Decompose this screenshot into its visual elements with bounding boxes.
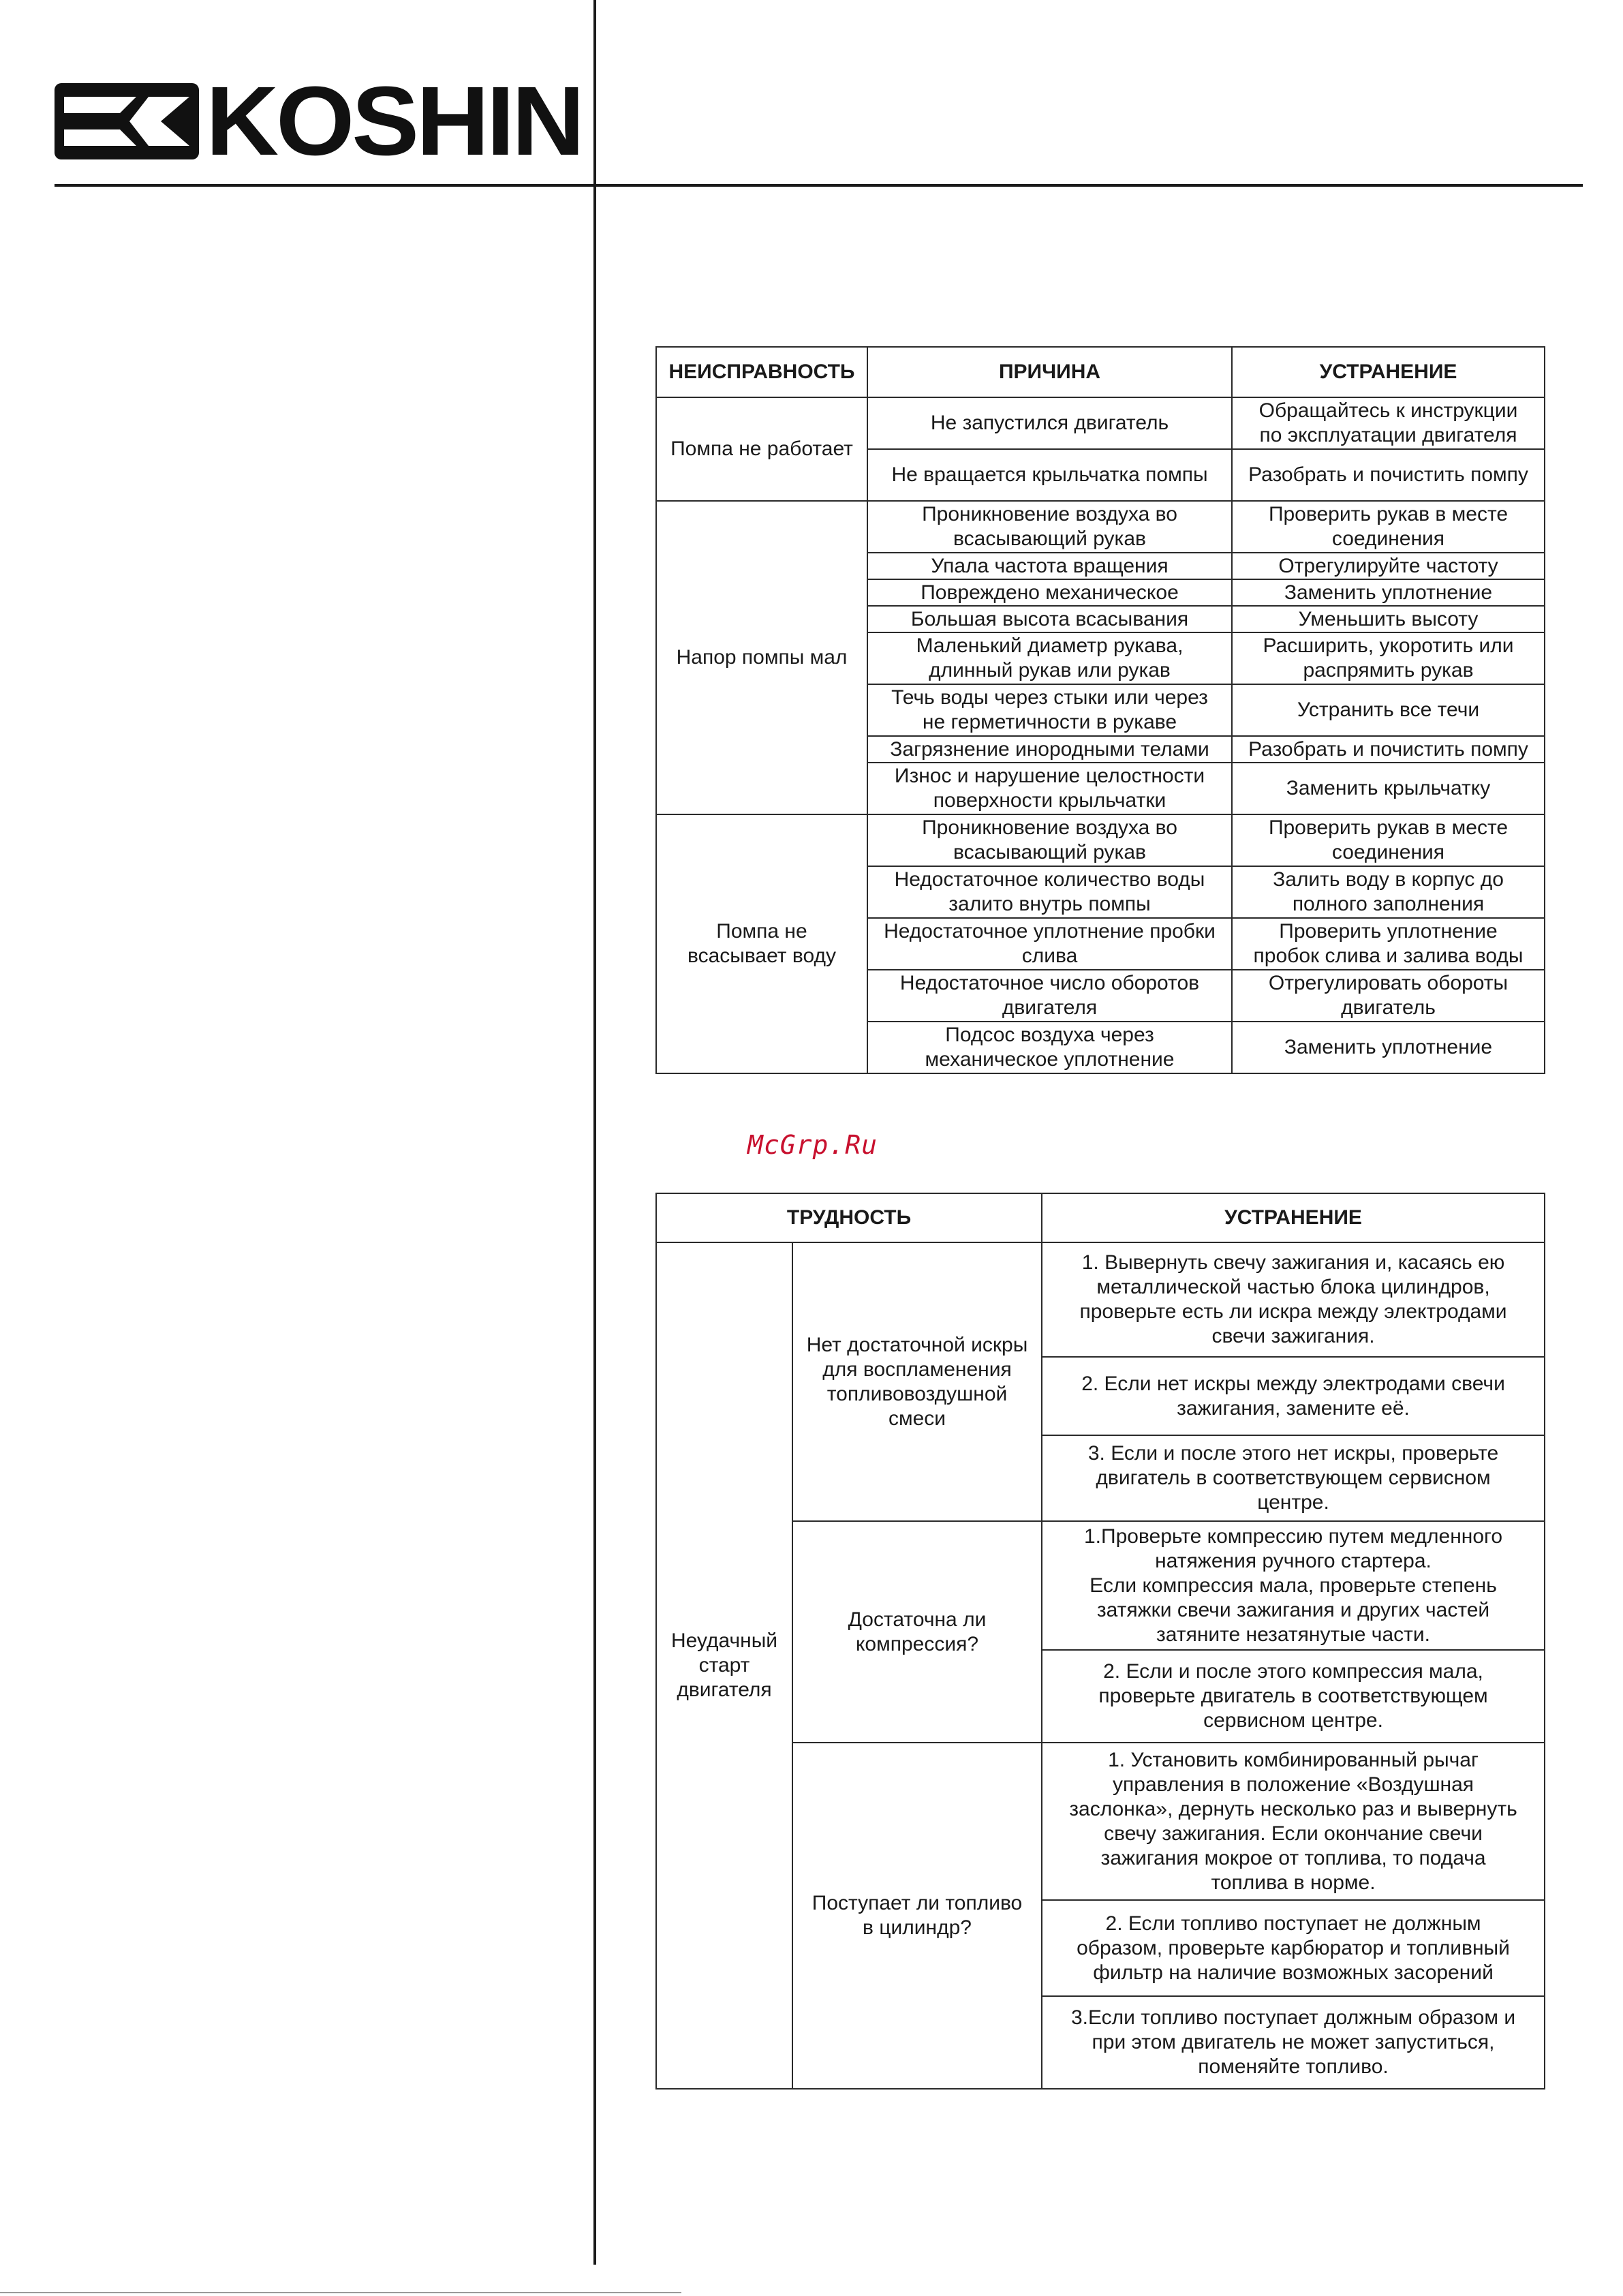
header-difficulty: ТРУДНОСТЬ <box>656 1193 1042 1242</box>
koshin-logo-mark <box>55 83 199 159</box>
fix-cell: Заменить уплотнение <box>1232 1022 1545 1073</box>
pump-troubleshooting-table <box>655 346 1545 1074</box>
fix-cell: Отрегулируйте частоту <box>1232 553 1545 579</box>
cause-cell: Подсос воздуха через механическое уплотнение <box>867 1022 1232 1073</box>
cause-cell: Не вращается крыльчатка помпы <box>867 449 1232 501</box>
remedy-cell: 1.Проверьте компрессию путем медленного натяжения ручного стартера. Если компрессия мала, проверьте степень затяжки свечи зажигания и других частей затяните незатянутые части. <box>1042 1521 1545 1650</box>
cause-cell: Проникновение воздуха во всасывающий рукав <box>867 501 1232 553</box>
fix-cell: Разобрать и почистить помпу <box>1232 736 1545 763</box>
remedy-cell: 2. Если топливо поступает не должным образом, проверьте карбюратор и топливный фильтр на наличие возможных засорений <box>1042 1900 1545 1996</box>
fix-cell: Расширить, укоротить или распрямить рукав <box>1232 632 1545 684</box>
fix-cell: Заменить крыльчатку <box>1232 763 1545 814</box>
check-cell: Поступает ли топливо в цилиндр? <box>792 1743 1042 2089</box>
fix-cell: Заменить уплотнение <box>1232 579 1545 606</box>
engine-start-troubleshooting-table <box>655 1193 1545 2090</box>
margin-rule <box>593 0 596 2265</box>
cause-cell: Течь воды через стыки или через не герметичности в рукаве <box>867 684 1232 736</box>
fault-cell: Помпа не работает <box>656 397 867 501</box>
header-rule <box>55 184 1583 187</box>
cause-cell: Износ и нарушение целостности поверхности крыльчатки <box>867 763 1232 814</box>
fix-cell: Проверить рукав в месте соединения <box>1232 501 1545 553</box>
cause-cell: Упала частота вращения <box>867 553 1232 579</box>
fault-cell: Помпа не всасывает воду <box>656 814 867 1073</box>
fix-cell: Обращайтесь к инструкции по эксплуатации двигателя <box>1232 397 1545 449</box>
watermark-text: McGrp.Ru <box>747 1130 878 1160</box>
fix-cell: Проверить уплотнение пробок слива и залива воды <box>1232 918 1545 970</box>
logo-wordmark: KOSHIN <box>206 66 583 176</box>
footer-rule <box>0 2292 681 2293</box>
header-remedy: УСТРАНЕНИЕ <box>1042 1193 1545 1242</box>
cause-cell: Маленький диаметр рукава, длинный рукав или рукав <box>867 632 1232 684</box>
cause-cell: Недостаточное уплотнение пробки слива <box>867 918 1232 970</box>
remedy-cell: 3. Если и после этого нет искры, проверьте двигатель в соответствующем сервисном центре. <box>1042 1435 1545 1521</box>
check-cell: Достаточна ли компрессия? <box>792 1521 1042 1743</box>
remedy-cell: 2. Если нет искры между электродами свечи зажигания, замените её. <box>1042 1357 1545 1435</box>
fix-cell: Отрегулировать обороты двигатель <box>1232 970 1545 1022</box>
cause-cell: Недостаточное количество воды залито внутрь помпы <box>867 866 1232 918</box>
cause-cell: Недостаточное число оборотов двигателя <box>867 970 1232 1022</box>
fix-cell: Разобрать и почистить помпу <box>1232 449 1545 501</box>
problem-cell: Неудачный старт двигателя <box>656 1242 792 2089</box>
header-fault: НЕИСПРАВНОСТЬ <box>656 347 867 397</box>
check-cell: Нет достаточной искры для воспламенения топливовоздушной смеси <box>792 1242 1042 1521</box>
header-cause: ПРИЧИНА <box>867 347 1232 397</box>
remedy-cell: 1. Установить комбинированный рычаг управления в положение «Воздушная заслонка», дернуть несколько раз и вывернуть свечу зажигания. Если окончание свечи зажигания мокрое от топлива, то подача топлива в норме. <box>1042 1743 1545 1900</box>
cause-cell: Большая высота всасывания <box>867 606 1232 632</box>
fix-cell: Уменьшить высоту <box>1232 606 1545 632</box>
brand-logo <box>55 66 583 176</box>
cause-cell: Повреждено механическое <box>867 579 1232 606</box>
header-fix: УСТРАНЕНИЕ <box>1232 347 1545 397</box>
cause-cell: Не запустился двигатель <box>867 397 1232 449</box>
remedy-cell: 1. Вывернуть свечу зажигания и, касаясь ею металлической частью блока цилиндров, проверьте есть ли искра между электродами свечи зажигания. <box>1042 1242 1545 1357</box>
fault-cell: Напор помпы мал <box>656 501 867 814</box>
fix-cell: Устранить все течи <box>1232 684 1545 736</box>
fix-cell: Залить воду в корпус до полного заполнения <box>1232 866 1545 918</box>
remedy-cell: 3.Если топливо поступает должным образом и при этом двигатель не может запуститься, поменяйте топливо. <box>1042 1996 1545 2089</box>
fix-cell: Проверить рукав в месте соединения <box>1232 814 1545 866</box>
cause-cell: Проникновение воздуха во всасывающий рукав <box>867 814 1232 866</box>
remedy-cell: 2. Если и после этого компрессия мала, проверьте двигатель в соответствующем сервисном центре. <box>1042 1650 1545 1743</box>
cause-cell: Загрязнение инородными телами <box>867 736 1232 763</box>
